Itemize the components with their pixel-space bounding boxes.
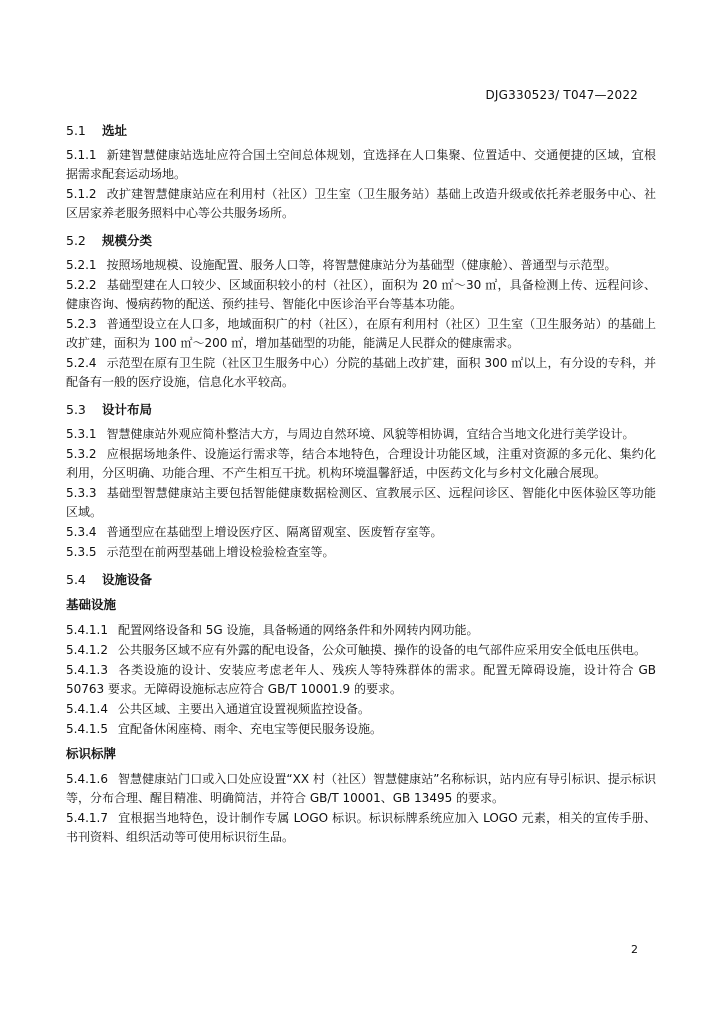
clause-text: 普通型应在基础型上增设医疗区、隔离留观室、医废暂存室等。 xyxy=(106,525,443,539)
clause-5-4-1-1 xyxy=(66,621,656,640)
clause-text: 新建智慧健康站选址应符合国土空间总体规划，宜选择在人口集聚、位置适中、交通便捷的区域，宜根据需求配套运动场地。 xyxy=(66,148,656,181)
clause-number: 5.4.1.2 xyxy=(66,643,108,657)
clause-text: 示范型在原有卫生院（社区卫生服务中心）分院的基础上改扩建，面积 300 ㎡以上，有分设的专科，并配备有一般的医疗设施，信息化水平较高。 xyxy=(66,356,656,389)
section-title: 设施设备 xyxy=(102,572,153,587)
section-title: 选址 xyxy=(102,123,128,138)
clause-number: 5.3.1 xyxy=(66,427,97,441)
clause-text: 应根据场地条件、设施运行需求等，结合本地特色，合理设计功能区域，注重对资源的多元化、集约化利用，分区明确、功能合理、不产生相互干扰。机构环境温馨舒适，中医药文化与乡村文化融合展现。 xyxy=(66,447,656,480)
section-title: 规模分类 xyxy=(102,233,153,248)
clause-number: 5.2.1 xyxy=(66,258,97,272)
section-number: 5.3 xyxy=(66,402,86,417)
clause-5-3-2 xyxy=(66,445,656,483)
clause-text: 宜配备休闲座椅、雨伞、充电宝等便民服务设施。 xyxy=(117,722,382,736)
clause-text: 基础型智慧健康站主要包括智能健康数据检测区、宣教展示区、远程问诊区、智能化中医体验区等功能区域。 xyxy=(66,486,656,519)
clause-number: 5.2.3 xyxy=(66,317,97,331)
clause-number: 5.4.1.7 xyxy=(66,811,108,825)
clause-text: 宜根据当地特色，设计制作专属 LOGO 标识。标识标牌系统应加入 LOGO 元素，相关的宣传手册、书刊资料、组织活动等可使用标识衍生品。 xyxy=(66,811,656,844)
clause-number: 5.3.5 xyxy=(66,545,97,559)
clause-text: 示范型在前两型基础上增设检验检查室等。 xyxy=(106,545,335,559)
clause-text: 公共区域、主要出入通道宜设置视频监控设备。 xyxy=(117,702,370,716)
clause-5-4-1-4 xyxy=(66,700,656,719)
clause-5-4-1-6 xyxy=(66,770,656,808)
section-heading-5-3 xyxy=(66,400,656,419)
clause-text: 各类设施的设计、安装应考虑老年人、残疾人等特殊群体的需求。配置无障碍设施，设计符合 GB 50763 要求。无障碍设施标志应符合 GB/T 10001.9 的要求。 xyxy=(66,663,656,696)
clause-number: 5.3.3 xyxy=(66,486,97,500)
clause-number: 5.4.1.5 xyxy=(66,722,108,736)
clause-5-3-3 xyxy=(66,484,656,522)
clause-text: 智慧健康站外观应简朴整洁大方，与周边自然环境、风貌等相协调，宜结合当地文化进行美学设计。 xyxy=(106,427,635,441)
document-body xyxy=(66,121,656,848)
clause-5-3-4 xyxy=(66,523,656,542)
section-number: 5.2 xyxy=(66,233,86,248)
clause-number: 5.3.2 xyxy=(66,447,97,461)
clause-number: 5.4.1.3 xyxy=(66,663,108,677)
clause-text: 基础型建在人口较少、区域面积较小的村（社区），面积为 20 ㎡～30 ㎡，具备检测上传、远程问诊、健康咨询、慢病药物的配送、预约挂号、智能化中医诊治平台等基本功能。 xyxy=(66,278,656,311)
clause-5-4-1-7 xyxy=(66,809,656,847)
clause-text: 按照场地规模、设施配置、服务人口等，将智慧健康站分为基础型（健康舱）、普通型与示范型。 xyxy=(106,258,617,272)
section-number: 5.4 xyxy=(66,572,86,587)
clause-number: 5.4.1.1 xyxy=(66,623,108,637)
clause-number: 5.1.1 xyxy=(66,148,97,162)
clause-number: 5.2.2 xyxy=(66,278,97,292)
subheading-infrastructure: 基础设施 xyxy=(66,597,117,612)
clause-text: 公共服务区域不应有外露的配电设备，公众可触摸、操作的设备的电气部件应采用安全低电压供电。 xyxy=(117,643,646,657)
clause-5-1-1 xyxy=(66,146,656,184)
section-number: 5.1 xyxy=(66,123,86,138)
section-heading-5-4 xyxy=(66,570,656,589)
clause-5-1-2 xyxy=(66,185,656,223)
clause-5-4-1-2 xyxy=(66,641,656,660)
clause-text: 改扩建智慧健康站应在利用村（社区）卫生室（卫生服务站）基础上改造升级或依托养老服务中心、社区居家养老服务照料中心等公共服务场所。 xyxy=(66,187,656,220)
clause-text: 智慧健康站门口或入口处应设置“XX 村（社区）智慧健康站”名称标识，站内应有导引标识、提示标识等，分布合理、醒目精准、明确简洁，并符合 GB/T 10001、GB 13495 的要求。 xyxy=(66,772,656,805)
section-heading-5-2 xyxy=(66,231,656,250)
clause-5-4-1-3 xyxy=(66,661,656,699)
clause-5-2-3 xyxy=(66,315,656,353)
clause-number: 5.4.1.6 xyxy=(66,772,108,786)
document-standard-number: DJG330523/ T047—2022 xyxy=(485,88,638,102)
clause-text: 配置网络设备和 5G 设施，具备畅通的网络条件和外网转内网功能。 xyxy=(117,623,479,637)
subheading-signage: 标识标牌 xyxy=(66,746,117,761)
page-number: 2 xyxy=(631,943,638,956)
clause-5-3-1 xyxy=(66,425,656,444)
clause-5-3-5 xyxy=(66,543,656,562)
section-heading-5-1 xyxy=(66,121,656,140)
clause-text: 普通型设立在人口多，地域面积广的村（社区），在原有利用村（社区）卫生室（卫生服务站）的基础上改扩建，面积为 100 ㎡～200 ㎡，增加基础型的功能，能满足人民群众的健康需求。 xyxy=(66,317,656,350)
section-title: 设计布局 xyxy=(102,402,153,417)
clause-number: 5.2.4 xyxy=(66,356,97,370)
clause-5-4-1-5 xyxy=(66,720,656,739)
clause-number: 5.1.2 xyxy=(66,187,97,201)
clause-5-2-1 xyxy=(66,256,656,275)
clause-number: 5.3.4 xyxy=(66,525,97,539)
clause-number: 5.4.1.4 xyxy=(66,702,108,716)
clause-5-2-4 xyxy=(66,354,656,392)
clause-5-2-2 xyxy=(66,276,656,314)
